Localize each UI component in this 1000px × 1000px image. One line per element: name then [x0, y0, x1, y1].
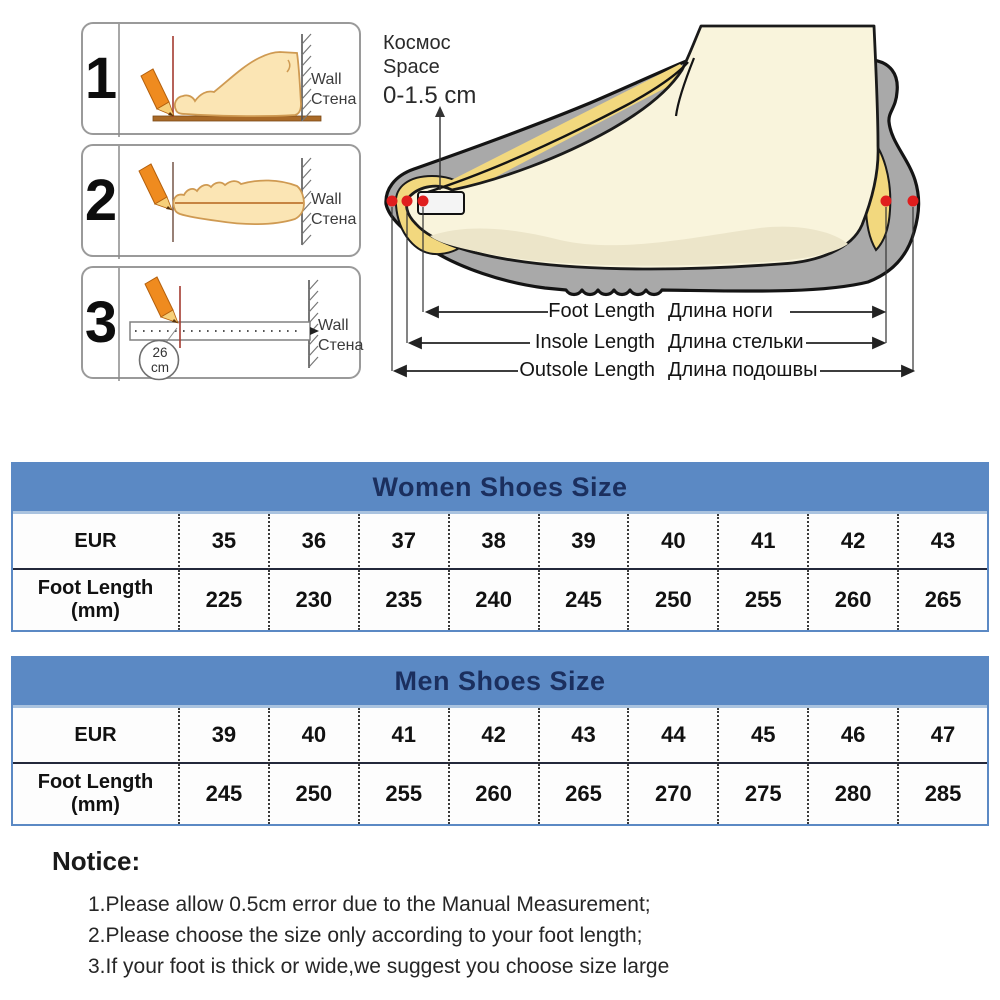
- length-cell: 280: [807, 764, 897, 824]
- dim-insole-length-ru: Длина стельки: [668, 331, 804, 353]
- ruler: [130, 322, 310, 340]
- length-cell: 265: [897, 570, 987, 630]
- size-cell: 40: [627, 514, 717, 570]
- women-length-row-label: [13, 570, 178, 630]
- length-cell: 285: [897, 764, 987, 824]
- length-label-line2: (mm): [71, 600, 120, 622]
- women-table-title: Women Shoes Size: [13, 464, 987, 514]
- length-label-line1: Foot Length: [37, 771, 154, 793]
- step-box-2: [81, 144, 361, 257]
- length-cell: 250: [268, 764, 358, 824]
- length-label-line1: Foot Length: [37, 577, 154, 599]
- size-cell: 43: [897, 514, 987, 570]
- size-cell: 47: [897, 708, 987, 764]
- women-size-table: [11, 462, 989, 632]
- men-size-table: [11, 656, 989, 826]
- ruler-unit: cm: [151, 359, 169, 375]
- step-number: 1: [84, 45, 118, 111]
- length-cell: 260: [448, 764, 538, 824]
- dim-outsole-length-en: Outsole Length: [519, 359, 655, 381]
- size-cell: 41: [358, 708, 448, 764]
- dim-foot-length-ru: Длина ноги: [668, 300, 773, 322]
- foot-side-shape: [175, 52, 301, 116]
- notice-section: [52, 846, 952, 982]
- ruler-value: 26: [152, 345, 168, 360]
- length-cell: 250: [627, 570, 717, 630]
- size-cell: 39: [178, 708, 268, 764]
- men-size-row-label: EUR: [13, 708, 178, 764]
- wall-label: [311, 70, 363, 110]
- wall-label-ru: Стена: [318, 337, 364, 354]
- women-size-row-label: EUR: [13, 514, 178, 570]
- size-cell: 35: [178, 514, 268, 570]
- length-label-line2: (mm): [71, 794, 120, 816]
- dim-foot-length-en: Foot Length: [548, 300, 655, 322]
- measured-value: [141, 346, 179, 376]
- length-cell: 265: [538, 764, 628, 824]
- size-cell: 43: [538, 708, 628, 764]
- pencil-icon: [139, 164, 172, 210]
- pencil-icon: [145, 277, 178, 323]
- space-label: [383, 32, 476, 111]
- size-cell: 46: [807, 708, 897, 764]
- men-length-row-label: [13, 764, 178, 824]
- length-cell: 245: [538, 570, 628, 630]
- length-cell: 225: [178, 570, 268, 630]
- wall-label-en: Wall: [311, 71, 342, 88]
- length-cell: 240: [448, 570, 538, 630]
- length-cell: 230: [268, 570, 358, 630]
- space-label-en: Space: [383, 55, 440, 78]
- step-number: 3: [84, 289, 118, 355]
- size-cell: 40: [268, 708, 358, 764]
- dim-insole-length-en: Insole Length: [534, 331, 655, 353]
- length-cell: 255: [358, 764, 448, 824]
- step-box-1: [81, 22, 361, 135]
- wall-label: [311, 190, 363, 230]
- wall-label-ru: Стена: [311, 91, 357, 108]
- length-cell: 260: [807, 570, 897, 630]
- length-cell: 255: [717, 570, 807, 630]
- step-box-3: [81, 266, 364, 379]
- size-cell: 45: [717, 708, 807, 764]
- step-number: 2: [84, 167, 118, 233]
- men-table-grid: [13, 708, 987, 824]
- size-cell: 37: [358, 514, 448, 570]
- notice-item-3: 3.If your foot is thick or wide,we suggest you choose size large: [88, 955, 670, 978]
- dim-outsole-length-ru: Длина подошвы: [668, 359, 818, 381]
- space-value: 0-1.5 cm: [383, 82, 477, 110]
- pencil-icon: [141, 69, 174, 116]
- size-cell: 39: [538, 514, 628, 570]
- men-table-title: Men Shoes Size: [13, 658, 987, 708]
- space-label-ru: Космос: [383, 32, 451, 54]
- length-cell: 245: [178, 764, 268, 824]
- wall-label: [318, 316, 370, 356]
- length-cell: 275: [717, 764, 807, 824]
- size-cell: 41: [717, 514, 807, 570]
- size-cell: 44: [627, 708, 717, 764]
- wall-hatching: [302, 34, 311, 121]
- women-table-grid: [13, 514, 987, 630]
- size-cell: 38: [448, 514, 538, 570]
- notice-item-2: 2.Please choose the size only according to your foot length;: [88, 924, 643, 947]
- notice-title: Notice:: [52, 846, 141, 876]
- size-cell: 42: [448, 708, 538, 764]
- wall-label-ru: Стена: [311, 211, 357, 228]
- length-cell: 270: [627, 764, 717, 824]
- length-cell: 235: [358, 570, 448, 630]
- size-cell: 42: [807, 514, 897, 570]
- wall-label-en: Wall: [311, 191, 342, 208]
- size-cell: 36: [268, 514, 358, 570]
- notice-item-1: 1.Please allow 0.5cm error due to the Manual Measurement;: [88, 893, 651, 916]
- wall-label-en: Wall: [318, 317, 349, 334]
